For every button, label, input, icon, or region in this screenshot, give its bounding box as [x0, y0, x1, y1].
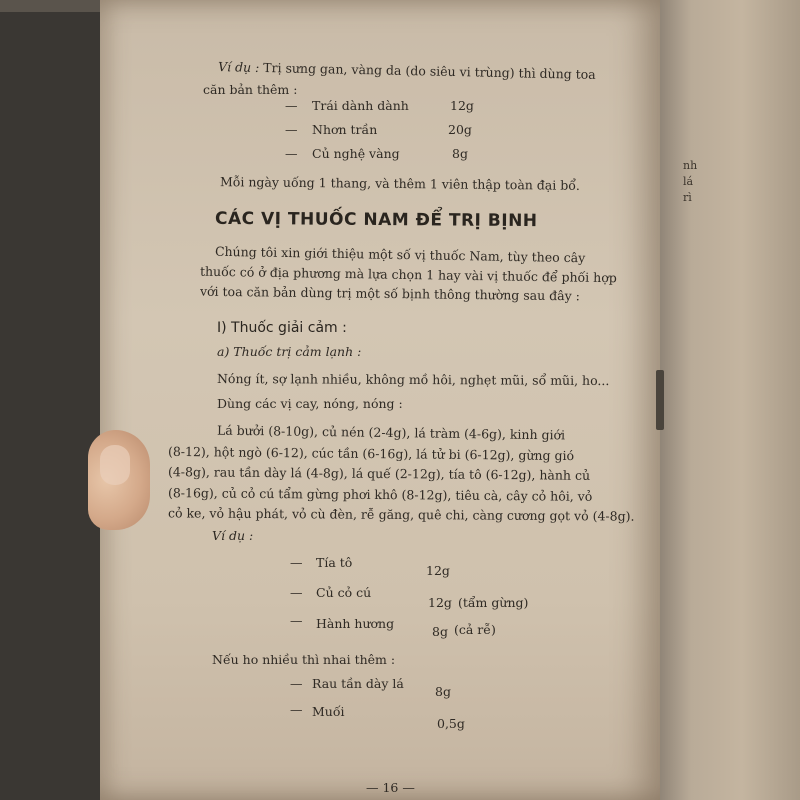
cough-item-name: Muối: [312, 704, 345, 719]
example1-item-name: Trái dành dành: [312, 98, 409, 113]
adjacent-page: [655, 0, 800, 800]
cough-line: Nếu ho nhiều thì nhai thêm :: [212, 652, 396, 667]
fragment-line: rì: [683, 191, 692, 204]
intro-line: với toa căn bản dùng trị một số bịnh thông thường sau đây :: [199, 283, 580, 304]
example1-intro-line2: căn bản thêm :: [203, 82, 298, 97]
example1-item-amount: 8g: [452, 146, 468, 161]
symptoms-line: Nóng ít, sợ lạnh nhiều, không mồ hôi, nghẹt mũi, sổ mũi, ho...: [216, 370, 610, 389]
example2-item-amount: 12g: [428, 595, 452, 610]
example2-item-extra: (cả rễ): [454, 622, 496, 637]
example2-item-dash: —: [290, 613, 303, 628]
example1-item-name: Củ nghệ vàng: [312, 146, 400, 161]
example2-item-name: Hành hương: [316, 616, 395, 631]
example2-item-amount: 8g: [432, 624, 448, 639]
fragment-line: lá: [683, 175, 694, 188]
adjacent-page-text: [683, 158, 697, 206]
cough-item-dash: —: [290, 702, 303, 717]
example2-item-dash: —: [290, 585, 303, 600]
example1-label: Ví dụ :: [217, 59, 260, 75]
cough-item-amount: 0,5g: [437, 716, 465, 731]
herbs-line: (8-12), hột ngò (6-12), cúc tần (6-16g), lá tử bi (6-12g), gừng gió: [167, 443, 575, 464]
binding-clip: [656, 370, 664, 430]
thumb-nail: [100, 445, 130, 485]
subheading-1: I) Thuốc giải cảm :: [217, 320, 347, 336]
herbs-line: (4-8g), rau tần dày lá (4-8g), lá quế (2-12g), tía tô (6-12g), hành củ: [167, 464, 591, 483]
page-number: — 16 —: [366, 780, 415, 795]
section-title: CÁC VỊ THUỐC NAM ĐỂ TRỊ BỊNH: [214, 208, 538, 232]
herbs-line: (8-16g), củ cỏ cú tẩm gừng phơi khô (8-12g), tiêu cà, cây cỏ hôi, vỏ: [167, 485, 593, 504]
example1-item-amount: 20g: [448, 122, 472, 137]
subheading-1a: a) Thuốc trị cảm lạnh :: [217, 344, 362, 359]
example2-item-name: Củ cỏ cú: [316, 585, 372, 600]
cough-item-dash: —: [290, 676, 303, 691]
example1-item-amount: 12g: [450, 98, 474, 113]
use-line: Dùng các vị cay, nóng, nóng :: [217, 396, 403, 411]
intro-line: thuốc có ở địa phương mà lựa chọn 1 hay vài vị thuốc để phối hợp: [199, 263, 617, 286]
example2-item-amount: 12g: [426, 563, 450, 578]
example1-item-dash: —: [285, 98, 298, 113]
herbs-line: Lá bưởi (8-10g), củ nén (2-4g), lá tràm (4-6g), kinh giới: [216, 422, 566, 443]
cough-item-amount: 8g: [435, 684, 451, 699]
intro-line: Chúng tôi xin giới thiệu một số vị thuốc Nam, tùy theo cây: [214, 243, 586, 266]
example1-note: Mỗi ngày uống 1 thang, và thêm 1 viên thập toàn đại bổ.: [219, 174, 580, 193]
herbs-line: cỏ ke, vỏ hậu phát, vỏ cù đèn, rễ găng, quê chi, càng cương gọt vỏ (4-8g).: [167, 505, 635, 524]
fragment-line: nh: [683, 159, 698, 172]
example1-item-name: Nhơn trần: [312, 122, 378, 137]
example2-item-dash: —: [290, 555, 303, 570]
example2-item-extra: (tẩm gừng): [458, 595, 529, 610]
example1-item-dash: —: [285, 122, 298, 137]
example2-item-name: Tía tô: [316, 555, 353, 570]
example1-item-dash: —: [285, 146, 298, 161]
example1-intro-text: Trị sưng gan, vàng da (do siêu vi trùng) thì dùng toa: [263, 59, 596, 82]
cough-item-name: Rau tần dày lá: [312, 676, 404, 691]
example2-label: Ví dụ :: [212, 528, 254, 543]
